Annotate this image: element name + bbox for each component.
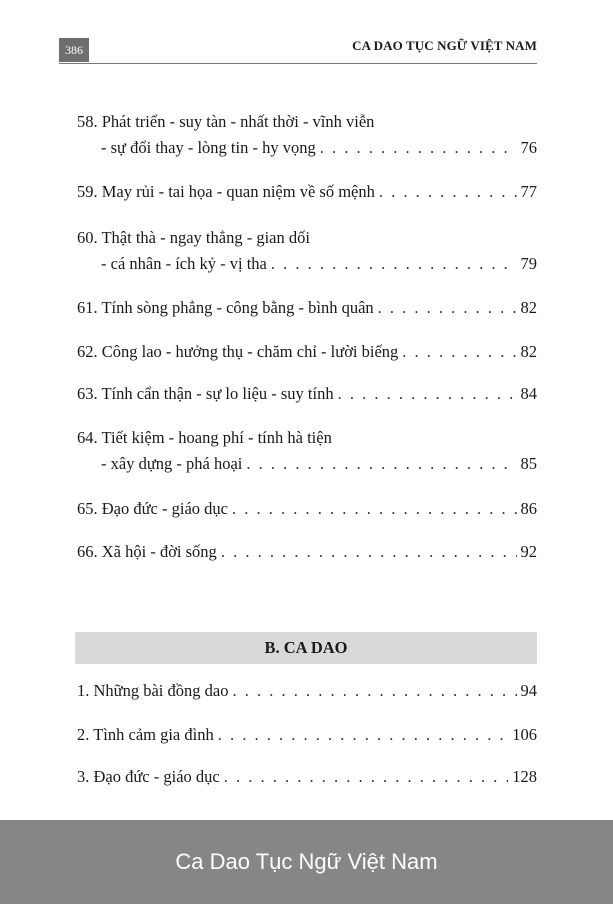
dot-leader — [224, 767, 509, 787]
toc-entry-text: 2. Tình cảm gia đình — [77, 725, 214, 744]
footer-caption-bar — [0, 820, 613, 904]
page-number: 386 — [59, 38, 89, 62]
toc-entry-58[interactable] — [77, 112, 537, 164]
footer-caption: Ca Dao Tục Ngữ Việt Nam — [175, 849, 438, 874]
toc-page-number: 82 — [520, 298, 537, 317]
section-title: B. CA DAO — [264, 638, 348, 657]
dot-leader — [379, 182, 517, 202]
dot-leader — [402, 342, 516, 362]
toc-page-number: 77 — [520, 182, 537, 201]
toc-entry-61[interactable] — [77, 298, 537, 324]
dot-leader — [338, 384, 517, 404]
toc-entry-text: 60. Thật thà - ngay thẳng - gian dối — [77, 228, 310, 247]
toc-entry-text: 64. Tiết kiệm - hoang phí - tính hà tiện — [77, 428, 332, 447]
running-title: CA DAO TỤC NGỮ VIỆT NAM — [352, 38, 537, 53]
toc-page-number: 76 — [520, 138, 537, 157]
toc-page-number: 84 — [520, 384, 537, 403]
toc-page-number: 79 — [520, 254, 537, 273]
toc-entry-b1[interactable] — [77, 681, 537, 707]
toc-entry-text: 59. May rủi - tai họa - quan niệm về số mệnh — [77, 182, 375, 201]
toc-entry-60[interactable] — [77, 228, 537, 280]
dot-leader — [378, 298, 517, 318]
toc-entry-62[interactable] — [77, 342, 537, 368]
toc-page-number: 92 — [520, 542, 537, 561]
dot-leader — [218, 725, 509, 745]
toc-entry-text: 66. Xã hội - đời sống — [77, 542, 217, 561]
dot-leader — [246, 454, 516, 474]
dot-leader — [221, 542, 517, 562]
toc-entry-63[interactable] — [77, 384, 537, 410]
toc-entry-text: 1. Những bài đồng dao — [77, 681, 229, 700]
toc-page-number: 106 — [512, 725, 537, 744]
section-heading-b — [75, 632, 537, 664]
toc-entry-65[interactable] — [77, 499, 537, 525]
dot-leader — [271, 254, 517, 274]
header-rule — [59, 63, 537, 64]
toc-entry-59[interactable] — [77, 182, 537, 208]
dot-leader — [320, 138, 517, 158]
toc-entry-text: 58. Phát triển - suy tàn - nhất thời - vĩnh viễn — [77, 112, 375, 131]
toc-page-number: 86 — [520, 499, 537, 518]
toc-entry-text: 62. Công lao - hưởng thụ - chăm chỉ - lười biếng — [77, 342, 399, 361]
toc-entry-text-cont: - xây dựng - phá hoại — [101, 454, 243, 473]
toc-entry-b3[interactable] — [77, 767, 537, 793]
dot-leader — [232, 681, 516, 701]
toc-page-number: 94 — [520, 681, 537, 700]
toc-page-number: 128 — [512, 767, 537, 786]
toc-page-number: 85 — [520, 454, 537, 473]
toc-page-number: 82 — [520, 342, 537, 361]
toc-entry-b2[interactable] — [77, 725, 537, 751]
toc-entry-text: 61. Tính sòng phẳng - công bằng - bình quân — [77, 298, 374, 317]
dot-leader — [232, 499, 517, 519]
toc-entry-text: 63. Tính cẩn thận - sự lo liệu - suy tính — [77, 384, 334, 403]
toc-entry-64[interactable] — [77, 428, 537, 480]
toc-entry-text: 65. Đạo đức - giáo dục — [77, 499, 228, 518]
toc-entry-text: 3. Đạo đức - giáo dục — [77, 767, 220, 786]
toc-entry-text-cont: - sự đổi thay - lòng tin - hy vọng — [101, 138, 316, 157]
toc-entry-66[interactable] — [77, 542, 537, 568]
toc-entry-text-cont: - cá nhân - ích kỷ - vị tha — [101, 254, 267, 273]
